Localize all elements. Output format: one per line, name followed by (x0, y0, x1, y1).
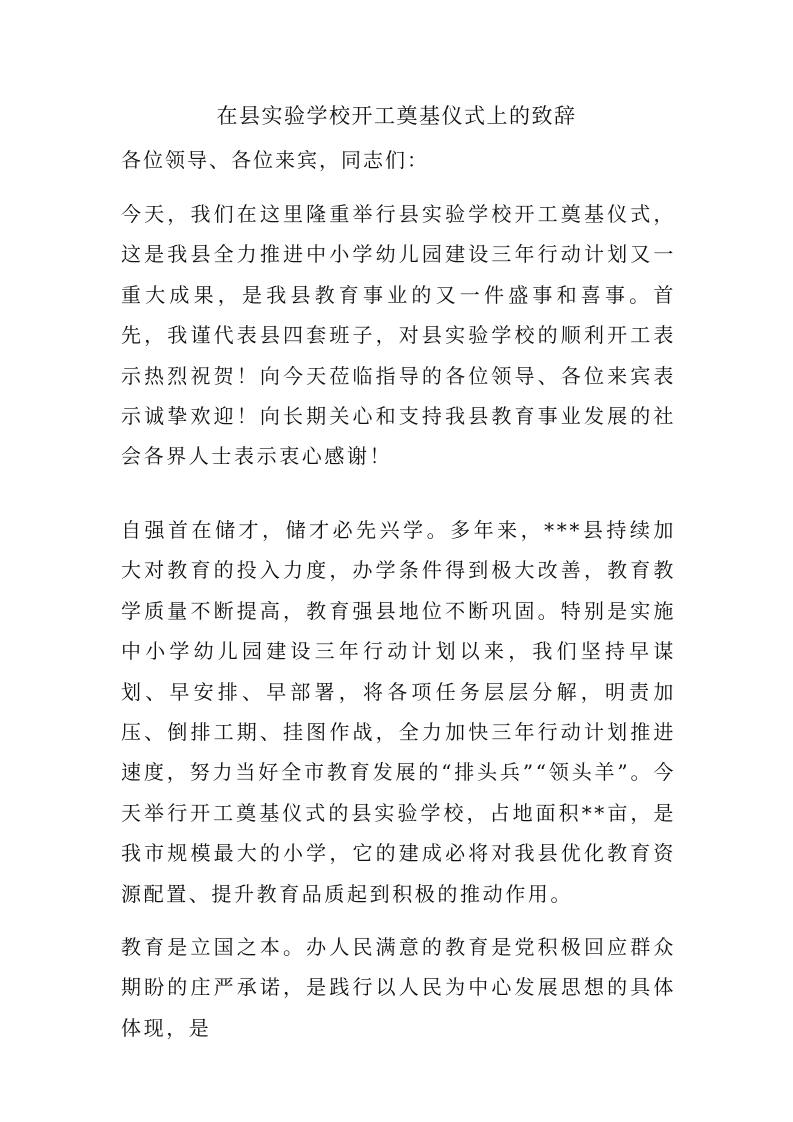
salutation: 各位领导、各位来宾，同志们： (121, 148, 429, 172)
paragraph-1: 今天，我们在这里隆重举行县实验学校开工奠基仪式，这是我县全力推进中小学幼儿园建设三年行动计划又一重大成果，是我县教育事业的又一件盛事和喜事。首先，我谨代表县四套班子，对县实验学校的顺利开工表示热烈祝贺！向今天莅临指导的各位领导、各位来宾表示诚挚欢迎！向长期关心和支持我县教育事业发展的社会各界人士表示衷心感谢！ (121, 202, 676, 469)
paragraph-2: 自强首在储才，储才必先兴学。多年来，***县持续加大对教育的投入力度，办学条件得到极大改善，教育教学质量不断提高，教育强县地位不断巩固。特别是实施中小学幼儿园建设三年行动计划以来，我们坚持早谋划、早安排、早部署，将各项任务层层分解，明责加压、倒排工期、挂图作战，全力加快三年行动计划推进速度，努力当好全市教育发展的“排头兵”“领头羊”。今天举行开工奠基仪式的县实验学校，占地面积**亩，是我市规模最大的小学，它的建成必将对我县优化教育资源配置、提升教育品质起到积极的推动作用。 (121, 518, 676, 906)
document-title: 在县实验学校开工奠基仪式上的致辞 (216, 104, 577, 128)
paragraph-3: 教育是立国之本。办人民满意的教育是党积极回应群众期盼的庄严承诺，是践行以人民为中心发展思想的具体体现，是 (121, 935, 676, 1040)
